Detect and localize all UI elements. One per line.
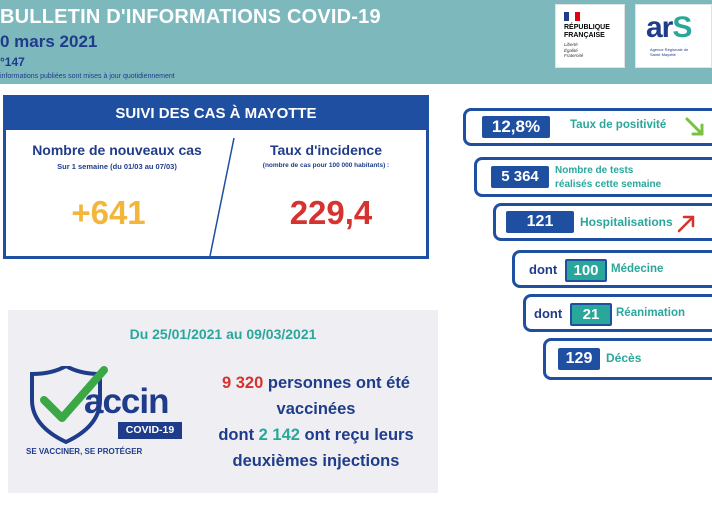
republique-francaise-logo [555, 4, 625, 68]
tests-label: Nombre de tests réalisés cette semaine [555, 165, 662, 190]
medecine-label: Médecine [611, 263, 664, 275]
rf-motto: Liberté Égalité Fraternité [564, 42, 584, 58]
reanimation-label: Réanimation [616, 307, 686, 319]
stat-deces [543, 338, 712, 380]
vaccination-summary: 9 320 personnes ont été vaccinées dont 2 142 ont reçu leurs deuxièmes injections [218, 374, 414, 470]
stat-medecine [512, 250, 712, 288]
vaccination-period: Du 25/01/2021 au 09/03/2021 [129, 326, 317, 342]
stat-reanimation [523, 294, 712, 332]
reanimation-value: 21 [570, 303, 612, 326]
positivity-value: 12,8% [482, 116, 550, 138]
vaccinated-count: 9 320 [221, 374, 264, 392]
french-flag-icon [564, 12, 580, 21]
stat-tests [474, 157, 712, 197]
hospitalisations-label: Hospitalisations [580, 215, 673, 229]
vaccin-slogan: SE VACCINER, SE PROTÉGER [26, 447, 143, 456]
ars-logo-text: arS [646, 11, 692, 44]
ars-logo-subtitle: Agence Régionale de Santé Mayotte [650, 47, 689, 57]
update-note: informations publiées sont mises à jour quotidiennement [0, 73, 175, 80]
second-dose-count: 2 142 [258, 426, 300, 444]
bulletin-number: °147 [0, 55, 25, 69]
incidence-subtitle: (nombre de cas pour 100 000 habitants) : [262, 162, 390, 169]
vaccin-covid-logo [26, 366, 186, 466]
bulletin-date: 0 mars 2021 [0, 32, 98, 51]
stat-positivity [463, 108, 712, 146]
positivity-label: Taux de positivité [570, 119, 667, 131]
incidence-value: 229,4 [289, 194, 373, 231]
medecine-value: 100 [565, 259, 607, 282]
medecine-prefix: dont [529, 262, 558, 277]
trend-down-arrow-icon [684, 115, 708, 139]
tests-value: 5 364 [491, 166, 549, 188]
incidence-title: Taux d'incidence [270, 142, 382, 158]
covid-badge: COVID-19 [118, 422, 182, 439]
hospitalisations-value: 121 [506, 211, 574, 233]
cases-panel-title: SUIVI DES CAS À MAYOTTE [6, 98, 426, 130]
ars-logo [635, 4, 712, 68]
reanimation-prefix: dont [534, 306, 563, 321]
bulletin-title: BULLETIN D'INFORMATIONS COVID-19 [0, 6, 381, 28]
new-cases-value: +641 [71, 194, 146, 231]
rf-logo-text: RÉPUBLIQUE FRANÇAISE [564, 24, 610, 39]
new-cases-subtitle: Sur 1 semaine (du 01/03 au 07/03) [57, 162, 177, 171]
new-cases-title: Nombre de nouveaux cas [32, 142, 202, 158]
vaccination-panel [8, 310, 438, 493]
trend-up-arrow-icon [676, 212, 698, 234]
vaccin-logo-word: accin [84, 382, 169, 421]
cases-panel [3, 95, 429, 259]
stat-hospitalisations [493, 203, 712, 241]
deces-value: 129 [558, 348, 600, 370]
deces-label: Décès [606, 351, 642, 365]
